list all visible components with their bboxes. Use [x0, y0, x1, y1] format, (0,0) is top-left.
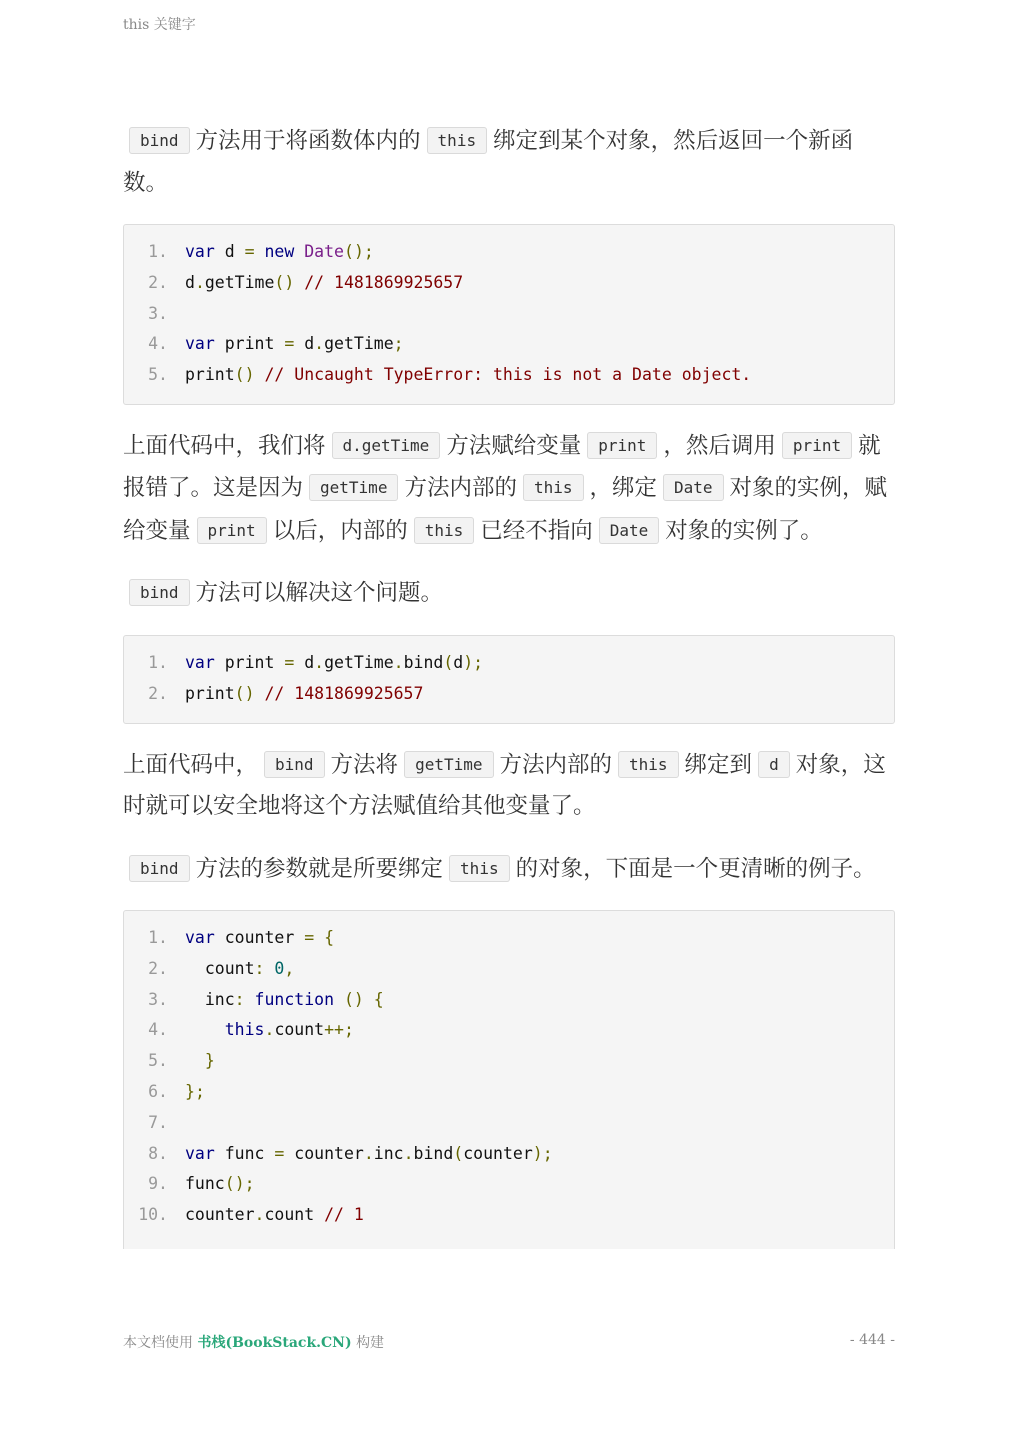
text-run: 绑定到某个对象，然后返回一个新函数。 [123, 128, 854, 196]
line-number: 3. [148, 989, 168, 1009]
code-text: }; [185, 1082, 205, 1102]
line-number: 1. [148, 652, 168, 672]
line-number: 2. [148, 958, 168, 978]
code-line [124, 1169, 894, 1200]
code-line [124, 268, 894, 299]
text-run: 方法的参数就是所要绑定 [195, 855, 444, 882]
code-line [124, 1108, 894, 1139]
code-line [124, 237, 894, 268]
line-number: 4. [148, 1020, 168, 1040]
code-text: inc: function () { [185, 989, 384, 1009]
text-run: 就报错了。这是因为 [123, 432, 881, 502]
inline-code: this [618, 751, 679, 778]
inline-code: bind [129, 127, 190, 154]
line-number: 4. [148, 334, 168, 354]
code-line [124, 679, 894, 710]
line-number: 1. [148, 242, 168, 261]
inline-code: this [414, 517, 475, 544]
text-run: 的对象，下面是一个更清晰的例子。 [515, 855, 876, 882]
line-number: 2. [148, 683, 168, 703]
footer-brand-link[interactable]: 书栈(BookStack.CN) [197, 1335, 352, 1351]
page-header-title: this 关键字 [123, 17, 196, 33]
text-run: ，然后调用 [663, 432, 776, 459]
inline-code: print [782, 432, 852, 459]
code-line [124, 648, 894, 679]
inline-code: d [758, 751, 790, 778]
text-run: 方法赋给变量 [446, 432, 582, 459]
code-text: } [204, 1051, 215, 1071]
text-run: 上面代码中， [123, 751, 259, 778]
line-number: 10. [138, 1205, 168, 1225]
code-line [124, 954, 894, 985]
code-line [124, 360, 894, 391]
line-number: 9. [148, 1174, 168, 1194]
paragraph-5 [123, 848, 895, 891]
inline-code: print [197, 517, 267, 544]
line-number: 5. [148, 365, 168, 385]
text-run: 对象的实例了。 [665, 517, 823, 544]
paragraph-3 [123, 572, 895, 615]
code-text: print() // Uncaught TypeError: this is not a Date object. [185, 365, 752, 385]
footer-suffix: 构建 [356, 1335, 385, 1351]
code-text: var func = counter.inc.bind(counter); [185, 1143, 553, 1163]
inline-code: getTime [404, 751, 493, 778]
line-number: 2. [148, 272, 168, 292]
code-text: var print = d.getTime.bind(d); [185, 652, 484, 672]
inline-code: print [587, 432, 657, 459]
code-text: func(); [185, 1174, 255, 1194]
code-text: print() // 1481869925657 [185, 683, 424, 703]
code-text: this.count++; [224, 1020, 354, 1040]
code-text: var d = new Date(); [185, 242, 374, 261]
text-run: 方法可以解决这个问题。 [195, 580, 444, 607]
paragraph-2 [123, 425, 895, 553]
paragraph-1 [123, 120, 895, 204]
text-run: 上面代码中，我们将 [123, 432, 326, 459]
code-line [124, 329, 894, 360]
paragraph-4 [123, 744, 895, 828]
code-block-1 [123, 224, 895, 405]
inline-code: this [449, 855, 510, 882]
inline-code: d.getTime [332, 432, 441, 459]
page-footer [123, 1332, 895, 1352]
code-line [124, 299, 894, 330]
text-run: 绑定到 [684, 751, 753, 778]
code-line [124, 1077, 894, 1108]
line-number: 1. [148, 928, 168, 948]
footer-prefix: 本文档使用 [123, 1335, 193, 1351]
text-run: 方法将 [330, 751, 399, 778]
text-run: 方法内部的 [404, 475, 517, 502]
code-text: var counter = { [185, 928, 335, 948]
line-number: 7. [148, 1112, 168, 1132]
text-run: 方法内部的 [499, 751, 613, 778]
line-number: 3. [148, 303, 168, 323]
inline-code: this [427, 127, 488, 154]
text-run: 以后，内部的 [272, 517, 408, 544]
code-line [124, 1046, 894, 1077]
code-block-3 [123, 910, 895, 1249]
line-number: 6. [148, 1082, 168, 1102]
text-run: ，绑定 [589, 475, 658, 502]
code-text: d.getTime() // 1481869925657 [185, 272, 464, 292]
code-text: count: 0, [185, 958, 295, 978]
page-number: - 444 - [849, 1332, 895, 1348]
document-content [123, 120, 895, 1249]
code-block-2 [123, 635, 895, 724]
inline-code: this [523, 474, 584, 501]
text-run: 对象的实例，赋给变量 [123, 475, 888, 544]
inline-code: bind [129, 855, 190, 882]
code-text: counter.count // 1 [185, 1205, 364, 1225]
code-line [124, 923, 894, 954]
line-number: 8. [148, 1143, 168, 1163]
text-run: 方法用于将函数体内的 [195, 128, 421, 154]
line-number: 5. [148, 1051, 168, 1071]
text-run: 已经不指向 [480, 517, 593, 544]
code-line [124, 1139, 894, 1170]
code-text: var print = d.getTime; [185, 334, 404, 354]
code-line [124, 1200, 894, 1231]
inline-code: getTime [309, 474, 398, 501]
code-line [124, 1015, 894, 1046]
inline-code: Date [599, 517, 660, 544]
inline-code: Date [663, 474, 724, 501]
code-line [124, 985, 894, 1016]
text-run: 对象，这时就可以安全地将这个方法赋值给其他变量了。 [123, 751, 886, 820]
inline-code: bind [129, 579, 190, 606]
inline-code: bind [264, 751, 325, 778]
